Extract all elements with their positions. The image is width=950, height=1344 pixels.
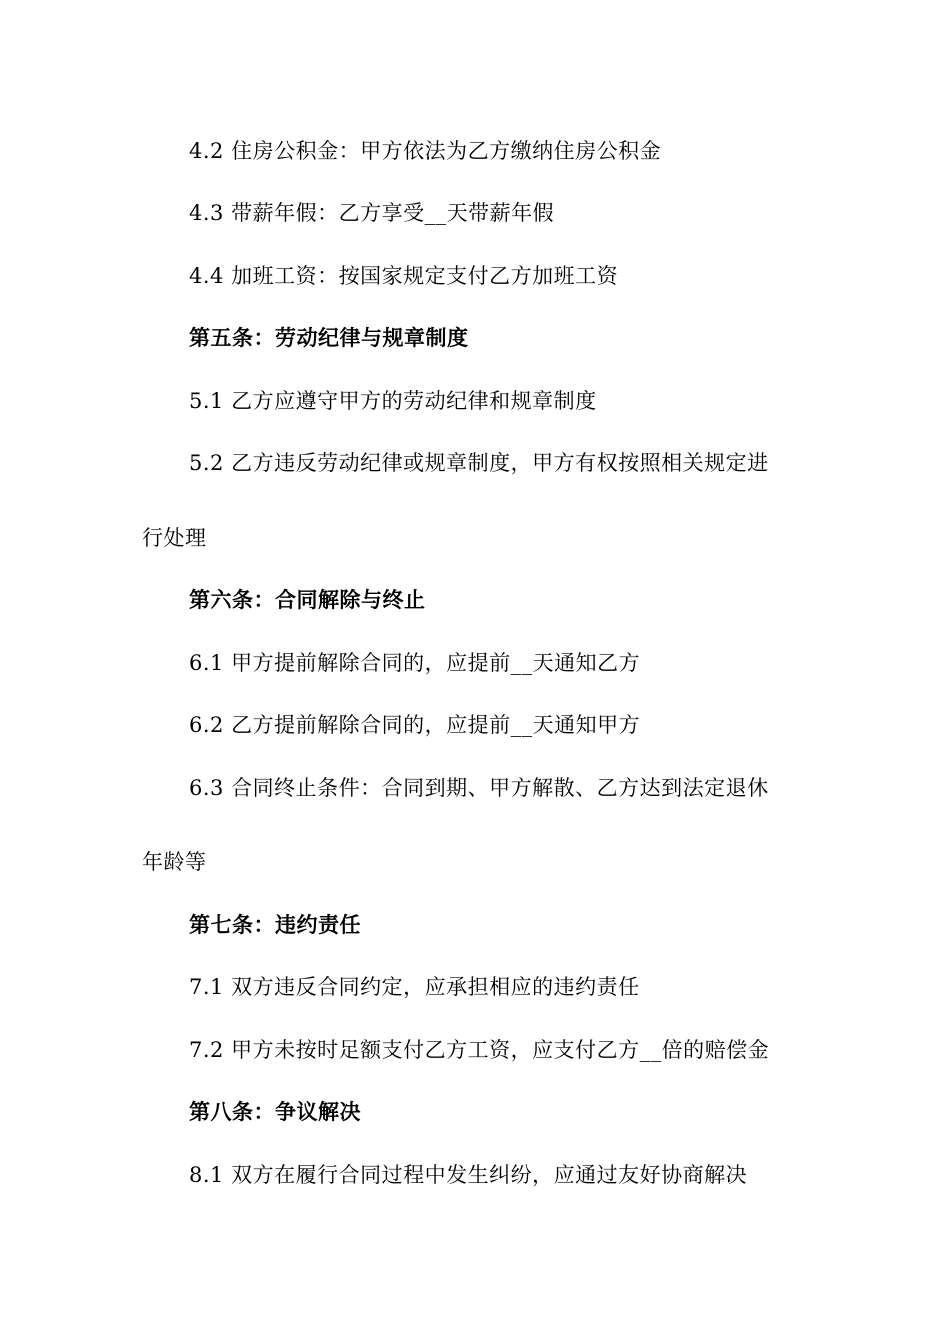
- clause-7-1: 7.1 双方违反合同约定，应承担相应的违约责任: [189, 975, 640, 999]
- clause-7-2: 7.2 甲方未按时足额支付乙方工资，应支付乙方__倍的赔偿金: [189, 1038, 770, 1062]
- clause-6-3-continuation: 年龄等: [142, 850, 207, 874]
- clause-6-3: 6.3 合同终止条件：合同到期、甲方解散、乙方达到法定退休: [189, 776, 769, 800]
- clause-4-2: 4.2 住房公积金：甲方依法为乙方缴纳住房公积金: [189, 139, 662, 163]
- clause-5-2-continuation: 行处理: [142, 526, 207, 550]
- article-5-heading: 第五条：劳动纪律与规章制度: [189, 326, 469, 350]
- clause-4-3: 4.3 带薪年假：乙方享受__天带薪年假: [189, 201, 555, 225]
- clause-6-2: 6.2 乙方提前解除合同的，应提前__天通知甲方: [189, 713, 641, 737]
- article-8-heading: 第八条：争议解决: [189, 1100, 361, 1124]
- article-7-heading: 第七条：违约责任: [189, 913, 361, 937]
- clause-8-1: 8.1 双方在履行合同过程中发生纠纷，应通过友好协商解决: [189, 1163, 748, 1187]
- clause-5-2: 5.2 乙方违反劳动纪律或规章制度，甲方有权按照相关规定进: [189, 451, 769, 475]
- clause-6-1: 6.1 甲方提前解除合同的，应提前__天通知乙方: [189, 651, 641, 675]
- article-6-heading: 第六条：合同解除与终止: [189, 588, 426, 612]
- clause-4-4: 4.4 加班工资：按国家规定支付乙方加班工资: [189, 264, 619, 288]
- clause-5-1: 5.1 乙方应遵守甲方的劳动纪律和规章制度: [189, 389, 597, 413]
